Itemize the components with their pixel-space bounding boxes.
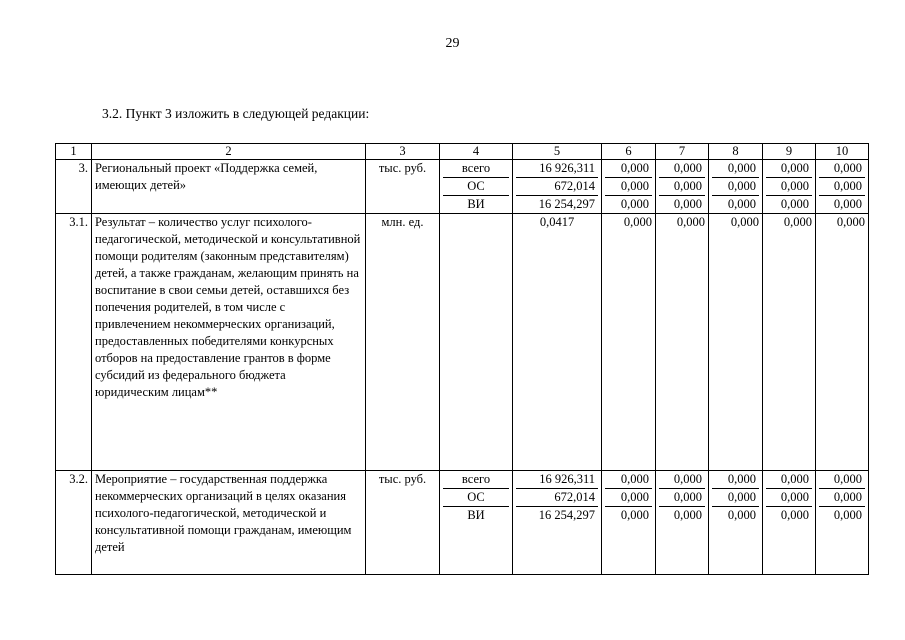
source-label: ВИ bbox=[443, 506, 509, 524]
value-cell: 0,000 bbox=[712, 488, 759, 506]
value-cell: 16 254,297 bbox=[516, 506, 598, 524]
row-sources bbox=[440, 214, 513, 471]
value-cell: 672,014 bbox=[516, 488, 598, 506]
value-cell: 0,000 bbox=[780, 472, 809, 486]
value-cell: 0,000 bbox=[712, 506, 759, 524]
header-row bbox=[56, 144, 869, 160]
header-cell: 7 bbox=[656, 144, 709, 160]
source-label: всего bbox=[461, 472, 491, 486]
value-cell: 0,000 bbox=[763, 214, 816, 471]
row-unit: тыс. руб. bbox=[366, 160, 440, 214]
value-cell: 0,000 bbox=[816, 214, 869, 471]
value-cell: 0,000 bbox=[819, 177, 865, 195]
value-cell: 16 926,311 bbox=[539, 472, 595, 486]
row-name: Результат – количество услуг психолого-педагогической, методической и консультативной помощи родителям (законным представителям) детей, а также гражданам, желающим принять на воспитание в свои семьи детей, оставшихся без попечения родителей, в том числе с привлечением некоммерческих организаций, предоставленных победителями конкурсных отборов на предоставление грантов в форме субсидий из федерального бюджета юридическим лицам** bbox=[92, 214, 366, 471]
value-cell: 0,000 bbox=[766, 195, 812, 213]
row-unit: млн. ед. bbox=[366, 214, 440, 471]
value-cell: 0,000 bbox=[620, 472, 649, 486]
value-col-9 bbox=[763, 471, 816, 575]
value-cell: 672,014 bbox=[516, 177, 598, 195]
header-cell: 6 bbox=[602, 144, 656, 160]
row-sources bbox=[440, 160, 513, 214]
value-cell: 0,000 bbox=[766, 177, 812, 195]
source-label: ВИ bbox=[443, 195, 509, 213]
value-cell: 0,000 bbox=[656, 214, 709, 471]
value-col-8 bbox=[709, 471, 763, 575]
source-label: ОС bbox=[443, 488, 509, 506]
value-cell: 0,000 bbox=[727, 472, 756, 486]
value-cell: 0,000 bbox=[709, 214, 763, 471]
table-row bbox=[56, 214, 869, 471]
value-col-5 bbox=[513, 471, 602, 575]
value-cell: 0,000 bbox=[712, 177, 759, 195]
value-cell: 0,000 bbox=[727, 161, 756, 175]
table-row bbox=[56, 471, 869, 575]
row-name: Региональный проект «Поддержка семей, имеющих детей» bbox=[92, 160, 366, 214]
header-cell: 2 bbox=[92, 144, 366, 160]
header-cell: 1 bbox=[56, 144, 92, 160]
value-cell: 0,000 bbox=[602, 214, 656, 471]
header-cell: 5 bbox=[513, 144, 602, 160]
value-cell: 0,000 bbox=[819, 195, 865, 213]
value-col-7 bbox=[656, 471, 709, 575]
row-number: 3.2. bbox=[56, 471, 92, 575]
intro-text: 3.2. Пункт 3 изложить в следующей редакции: bbox=[102, 106, 370, 121]
page-number: 29 bbox=[445, 36, 460, 51]
value-cell: 0,000 bbox=[659, 195, 705, 213]
value-cell: 16 254,297 bbox=[516, 195, 598, 213]
value-cell: 0,000 bbox=[766, 506, 812, 524]
value-col-10 bbox=[816, 160, 869, 214]
row-number: 3.1. bbox=[56, 214, 92, 471]
value-cell: 0,000 bbox=[833, 161, 862, 175]
value-col-8 bbox=[709, 160, 763, 214]
value-col-7 bbox=[656, 160, 709, 214]
value-cell: 0,000 bbox=[819, 506, 865, 524]
row-unit: тыс. руб. bbox=[366, 471, 440, 575]
header-cell: 10 bbox=[816, 144, 869, 160]
value-cell: 0,000 bbox=[605, 195, 652, 213]
value-col-6 bbox=[602, 471, 656, 575]
header-cell: 4 bbox=[440, 144, 513, 160]
value-cell: 0,000 bbox=[620, 161, 649, 175]
value-cell: 0,0417 bbox=[513, 214, 602, 471]
source-label: ОС bbox=[443, 177, 509, 195]
value-cell: 0,000 bbox=[712, 195, 759, 213]
value-cell: 0,000 bbox=[605, 506, 652, 524]
value-col-5 bbox=[513, 160, 602, 214]
value-cell: 0,000 bbox=[659, 177, 705, 195]
value-cell: 0,000 bbox=[673, 472, 702, 486]
budget-table bbox=[55, 143, 869, 575]
header-cell: 3 bbox=[366, 144, 440, 160]
header-cell: 9 bbox=[763, 144, 816, 160]
source-label: всего bbox=[461, 161, 491, 175]
value-cell: 0,000 bbox=[605, 177, 652, 195]
value-cell: 0,000 bbox=[673, 161, 702, 175]
value-col-6 bbox=[602, 160, 656, 214]
value-cell: 0,000 bbox=[819, 488, 865, 506]
value-cell: 16 926,311 bbox=[539, 161, 595, 175]
value-cell: 0,000 bbox=[766, 488, 812, 506]
value-col-9 bbox=[763, 160, 816, 214]
value-cell: 0,000 bbox=[605, 488, 652, 506]
table-row bbox=[56, 160, 869, 214]
value-col-10 bbox=[816, 471, 869, 575]
row-name: Мероприятие – государственная поддержка некоммерческих организаций в целях оказания психолого-педагогической, методической и консультативной помощи гражданам, имеющим детей bbox=[92, 471, 366, 575]
header-cell: 8 bbox=[709, 144, 763, 160]
value-cell: 0,000 bbox=[659, 488, 705, 506]
value-cell: 0,000 bbox=[833, 472, 862, 486]
value-cell: 0,000 bbox=[659, 506, 705, 524]
value-cell: 0,000 bbox=[780, 161, 809, 175]
row-number: 3. bbox=[56, 160, 92, 214]
row-sources bbox=[440, 471, 513, 575]
